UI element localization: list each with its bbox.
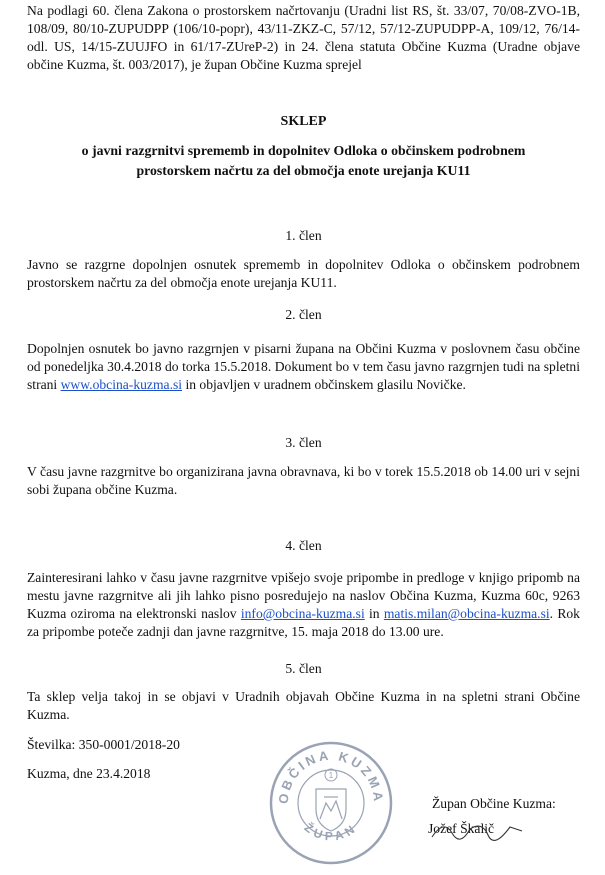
signer-name: Jožef Škalič (428, 821, 495, 836)
matis-email-link[interactable]: matis.milan@obcina-kuzma.si (383, 606, 550, 621)
article-3-text: V času javne razgrnitve bo organizirana javna obravnava, ki bo v torek 15.5.2018 ob 14.00 uri v sejni sobi župana občine Kuzma. (27, 464, 580, 497)
document-subtitle-line-2: prostorskem načrtu za del območja enote urejanja KU11 (136, 163, 471, 178)
stamp-center-number: 1 (328, 771, 334, 780)
document-date: Kuzma, dne 23.4.2018 (27, 766, 151, 781)
coat-of-arms-icon (316, 789, 346, 831)
website-link[interactable]: www.obcina-kuzma.si (60, 377, 183, 392)
article-4-heading: 4. člen (285, 538, 322, 553)
article-5-heading: 5. člen (285, 661, 322, 676)
handwritten-signature-icon (430, 815, 525, 845)
article-4-text (27, 569, 580, 641)
signer-role: Župan Občine Kuzma: (432, 796, 556, 811)
article-4-text-part-a: Zainteresirani lahko v času javne razgrnitve vpišejo svoje pripombe in predloge v knjigo pripomb na mestu javne razgrnitve ali jih lahko pisno posredujejo na naslov Občina Kuzma, Kuzma 60c, 9263 Kuzma oziroma na elektronski naslov (27, 570, 580, 621)
municipality-stamp (266, 737, 396, 867)
article-3-heading: 3. člen (285, 435, 322, 450)
article-2-heading: 2. člen (285, 307, 322, 322)
article-4-text-part-c: . Rok za pripombe poteče zadnji dan javne razgrnitve, 15. maja 2018 do 13.00 ure. (27, 606, 580, 639)
document-number: Številka: 350-0001/2018-20 (27, 737, 180, 752)
document-subtitle-line-1: o javni razgrnitvi sprememb in dopolnitev Odloka o občinskem podrobnem (81, 143, 526, 158)
document-title: SKLEP (280, 114, 327, 129)
intro-paragraph: Na podlagi 60. člena Zakona o prostorskem načrtovanju (Uradni list RS, št. 33/07, 70/08-ZVO-1B, 108/09, 80/10-ZUPUDPP (106/10-popr), 43/11-ZKZ-C, 57/12, 57/12-ZUPUDPP-A, 109/12, 76/14-odl. US, 14/15-ZUUJFO in 61/17-ZUreP-2) in 24. člena statuta Občine Kuzma (Uradne objave občine Kuzma, št. 003/2017), je župan Občine Kuzma sprejel (27, 3, 580, 72)
article-1-text: Javno se razgrne dopolnjen osnutek sprememb in dopolnitev Odloka o občinskem podrobnem prostorskem načrtu za del območja enote urejanja KU11. (27, 257, 580, 290)
article-1-heading: 1. člen (285, 228, 322, 243)
stamp-top-text: OBČINA KUZMA (275, 747, 387, 805)
info-email-link[interactable]: info@obcina-kuzma.si (240, 606, 365, 621)
article-5-text: Ta sklep velja takoj in se objavi v Uradnih objavah Občine Kuzma in na spletni strani Občine Kuzma. (27, 689, 580, 722)
stamp-bottom-text: ŽUPAN (301, 820, 361, 844)
article-4-text-part-b: in (364, 606, 384, 621)
article-2-text (27, 340, 580, 394)
article-2-text-part-b: in objavljen v uradnem občinskem glasilu Novičke. (182, 377, 466, 392)
article-2-text-part-a: Dopolnjen osnutek bo javno razgrnjen v pisarni župana na Občini Kuzma v poslovnem času občine od ponedeljka 30.4.2018 do torka 15.5.2018. Dokument bo v tem času javno razgrnjen tudi na spletni strani (27, 341, 580, 392)
